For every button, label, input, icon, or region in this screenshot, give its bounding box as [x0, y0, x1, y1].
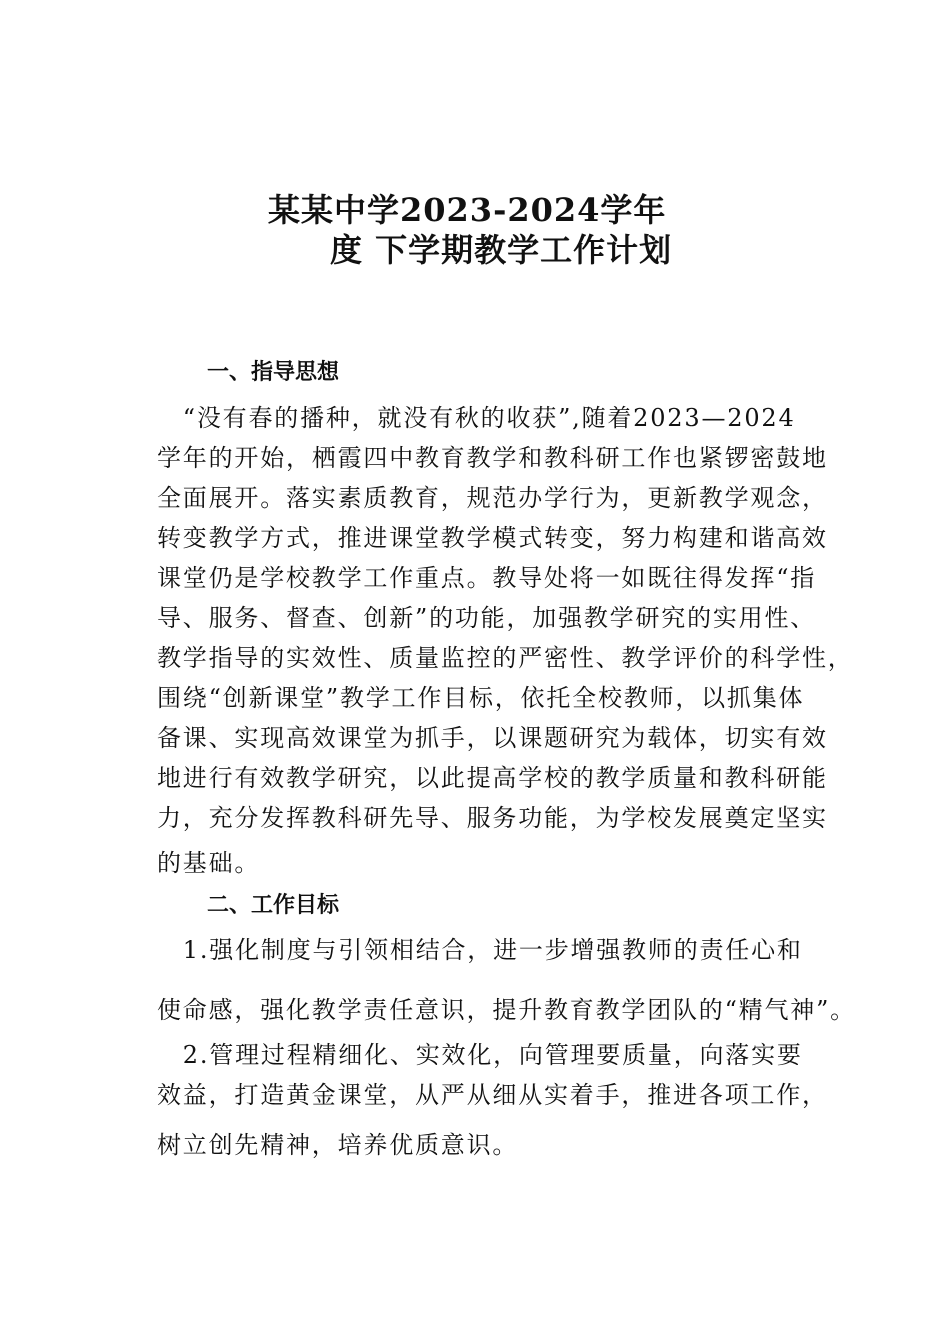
paragraph-line: 树立创先精神，培养优质意识。	[157, 1131, 519, 1159]
document-title-line-2: 度 下学期教学工作计划	[330, 231, 673, 269]
paragraph-line: 效益，打造黄金课堂，从严从细从实着手，推进各项工作，	[157, 1081, 828, 1109]
paragraph-line: 地进行有效教学研究，以此提高学校的教学质量和教科研能	[157, 764, 828, 792]
paragraph-line: 围绕“创新课堂”教学工作目标，依托全校教师，以抓集体	[157, 684, 805, 712]
paragraph-line: 导、服务、督查、创新”的功能，加强教学研究的实用性、	[157, 604, 817, 632]
paragraph-line: 2.管理过程精细化、实效化，向管理要质量，向落实要	[157, 1041, 803, 1069]
paragraph-line: 全面展开。落实素质教育，规范办学行为，更新教学观念，	[157, 484, 828, 512]
paragraph-line: 转变教学方式，推进课堂教学模式转变，努力构建和谐高效	[157, 524, 828, 552]
section-heading-guiding-ideology: 一、指导思想	[207, 360, 340, 385]
paragraph-line: 教学指导的实效性、质量监控的严密性、教学评价的科学性，	[157, 644, 854, 672]
section-heading-work-goals: 二、工作目标	[207, 893, 340, 918]
paragraph-line: “没有春的播种，就没有秋的收获”,随着2023—2024	[157, 404, 796, 432]
paragraph-line: 1.强化制度与引领相结合，进一步增强教师的责任心和	[157, 936, 803, 964]
paragraph-line: 使命感，强化教学责任意识，提升教育教学团队的“精气神”。	[157, 996, 856, 1024]
paragraph-line: 备课、实现高效课堂为抓手，以课题研究为载体，切实有效	[157, 724, 828, 752]
paragraph-line: 的基础。	[157, 849, 261, 877]
document-title-line-1: 某某中学2023-2024学年	[268, 191, 667, 229]
paragraph-line: 力，充分发挥教科研先导、服务功能，为学校发展奠定坚实	[157, 804, 828, 832]
paragraph-line: 课堂仍是学校教学工作重点。教导处将一如既往得发挥“指	[157, 564, 817, 592]
paragraph-line: 学年的开始，栖霞四中教育教学和教科研工作也紧锣密鼓地	[157, 444, 828, 472]
